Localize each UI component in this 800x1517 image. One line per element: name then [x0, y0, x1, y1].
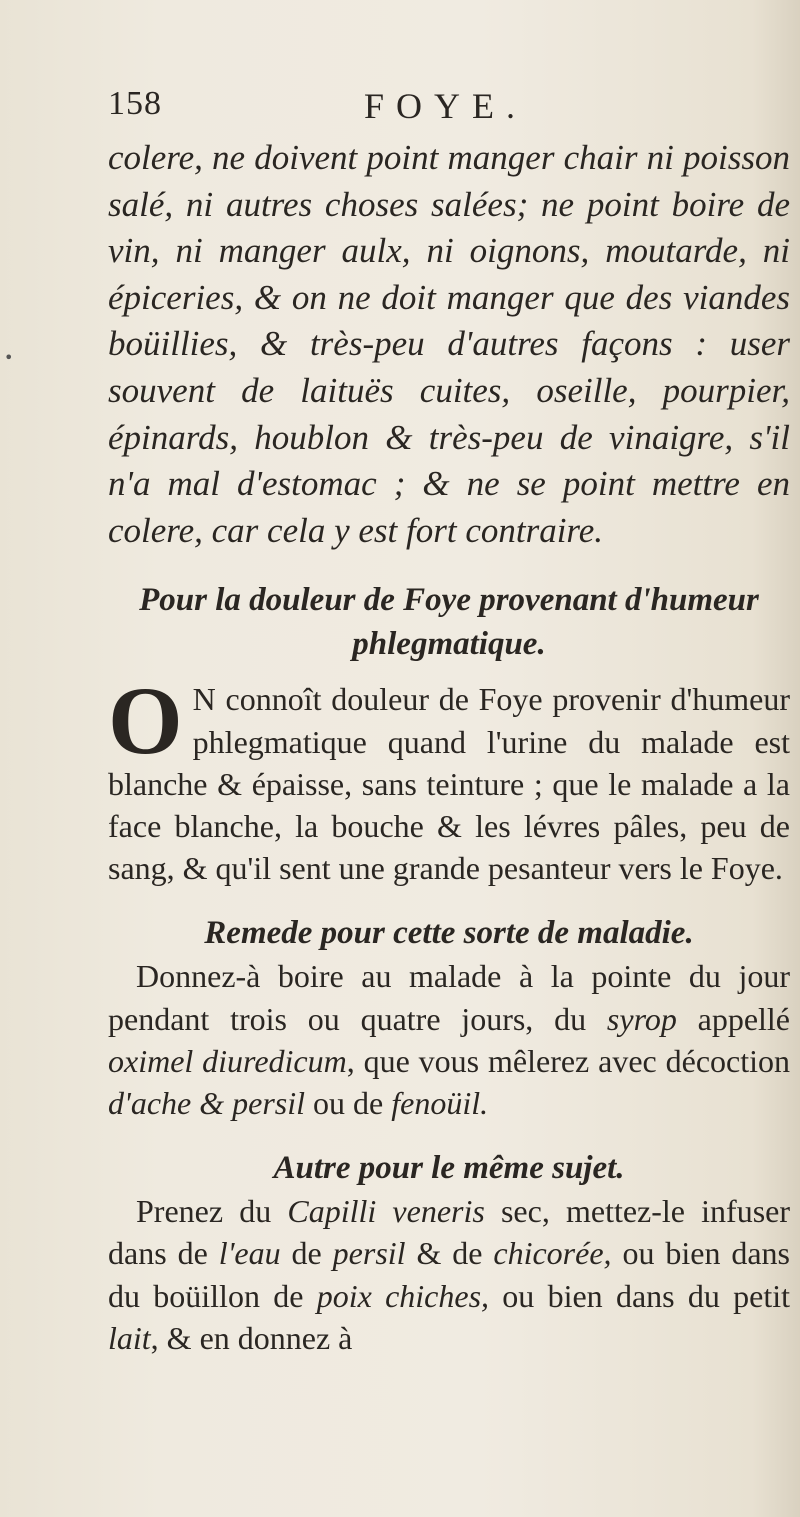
remedy-text: , que vous mêlerez avec décoction — [346, 1042, 791, 1079]
remedy-term-fenouil: fenoüil. — [391, 1084, 489, 1121]
section-heading-remedy: Remede pour cette sorte de maladie. — [204, 915, 694, 952]
other-text: de — [280, 1235, 333, 1272]
section-heading-phlegmatic: Pour la douleur de Foye provenant d'humeur phlegmatique. — [139, 582, 759, 663]
page-number: 158 — [108, 85, 162, 122]
remedy-term-oximel: oximel diuredicum — [108, 1042, 347, 1079]
running-title: FOYE. — [364, 86, 528, 126]
other-term-poix: poix chiches, — [316, 1277, 490, 1314]
other-text: ou bien dans du boüillon de — [108, 1235, 791, 1314]
running-head — [108, 85, 790, 135]
remedy-term-syrop: syrop — [606, 1000, 677, 1037]
other-term-lait: lait — [108, 1319, 151, 1356]
other-term-persil: persil — [332, 1235, 406, 1272]
remedy-text: ou de — [305, 1084, 392, 1121]
drop-cap: O — [108, 667, 183, 775]
remedy-term-ache: d'ache & persil — [108, 1084, 306, 1121]
remedy-text: Donnez-à boire au malade à la pointe du jour pendant trois ou quatre jours, du — [108, 958, 790, 1037]
paragraph-remedy — [108, 955, 790, 1124]
other-text: sec, mettez-le infuser dans de — [108, 1193, 791, 1272]
other-text: & de — [405, 1235, 494, 1272]
paragraph-phlegmatic — [108, 667, 790, 889]
section-heading-other: Autre pour le même sujet. — [273, 1150, 625, 1187]
margin-mark: • — [4, 348, 14, 367]
other-term-eau: l'eau — [218, 1235, 281, 1272]
other-term-chicoree: chicorée, — [493, 1235, 612, 1272]
other-text: ou bien dans du petit — [489, 1277, 791, 1314]
book-page — [108, 85, 790, 1359]
paragraph-phlegmatic-text: N connoît douleur de Foye provenir d'humeur phlegmatique quand l'urine du malade est blanche & épaisse, sans teinture ; que le malade a la face blanche, la bouche & les lévres pâles, peu de sang, & qu'il sent une grande pesanteur vers le Foye. — [108, 681, 790, 887]
continued-paragraph: colere, ne doivent point manger chair ni poisson salé, ni autres choses salées; ne point boire de vin, ni manger aulx, ni oignons, moutarde, ni épiceries, & on ne doit manger que des viandes boüillies, & très-peu d'autres façons : user souvent de laituës cuites, oseille, pourpier, épinards, houblon & très-peu de vinaigre, s'il n'a mal d'estomac ; & ne se point mettre en colere, car cela y est fort contraire. — [108, 138, 790, 550]
remedy-text: appellé — [676, 1000, 791, 1037]
other-text: , & en donnez à — [150, 1319, 353, 1356]
other-term-capilli: Capilli veneris — [287, 1193, 485, 1230]
other-text: Prenez du — [136, 1193, 288, 1230]
paragraph-other — [108, 1190, 790, 1359]
